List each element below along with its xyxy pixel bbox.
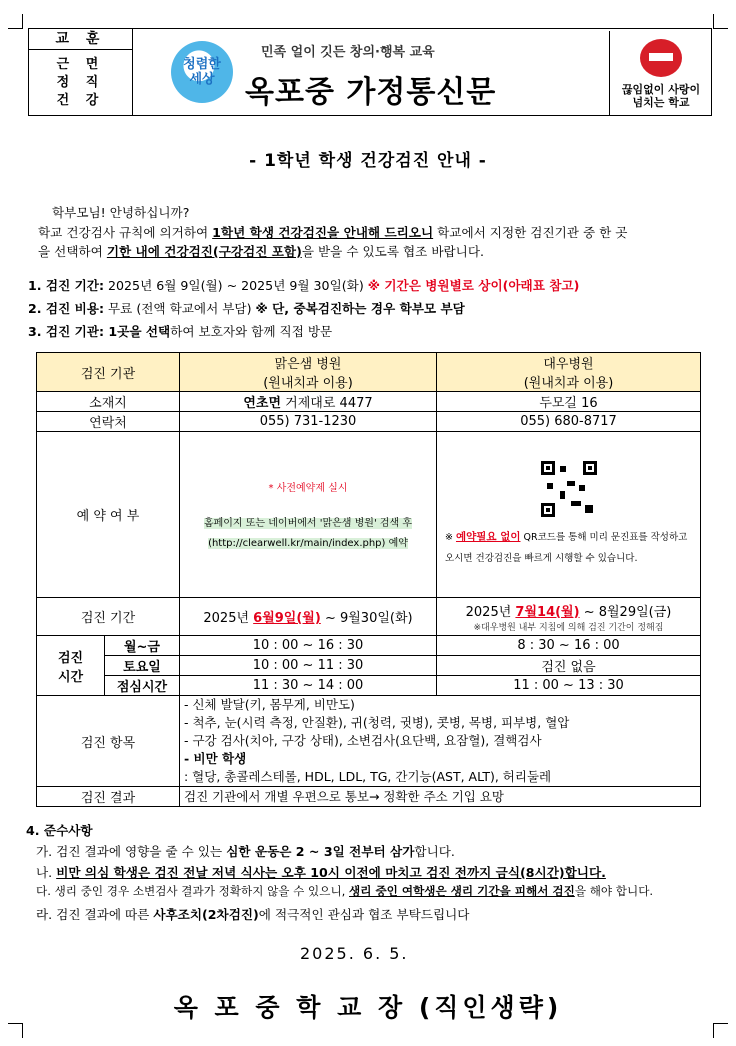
item-note: ※ 기간은 병원별로 상이(아래표 참고) <box>367 278 580 293</box>
school-slogan <box>610 83 712 109</box>
row-label: 검진 항목 <box>37 696 180 787</box>
letterhead <box>28 28 712 116</box>
item-value: 2025년 6월 9일(월) ~ 2025년 9월 30일(화) <box>104 278 368 293</box>
note-na <box>36 862 606 881</box>
period-note: ※대우병원 내부 지침에 의해 검진 기간이 정해짐 <box>473 622 664 633</box>
note-ga <box>36 841 455 860</box>
address-street: 거제대로 4477 <box>281 396 373 411</box>
period-start: 7월14(월) <box>515 604 580 620</box>
row-label: 검진 시간 <box>37 636 105 696</box>
note-text: 가. 검진 결과에 영향을 줄 수 있는 <box>36 844 227 859</box>
item-label: 1. 검진 기간: <box>28 278 105 293</box>
motto-word: 건 강 <box>56 93 105 108</box>
school-emblem-icon <box>640 39 682 77</box>
principal-signature: 옥 포 중 학 교 장 (직인생략) <box>173 993 563 1022</box>
item-period <box>28 275 579 294</box>
time-label: 점심시간 <box>105 676 180 696</box>
row-label: 검진 기간 <box>37 598 180 636</box>
note-emphasis: 생리 중인 여학생은 생리 기간을 피해서 검진 <box>349 884 575 898</box>
period-text: 2025년 <box>203 611 254 626</box>
row-label: 예 약 여 부 <box>37 432 180 598</box>
checkup-items <box>180 696 701 787</box>
hospital-2-lunch-hours: 11 : 00 ~ 13 : 30 <box>437 676 701 696</box>
item-value: 1곳을 선택 <box>104 324 171 339</box>
address-town: 연초면 <box>243 396 282 411</box>
reservation-url[interactable]: (http://clearwell.kr/main/index.php) 예약 <box>208 538 408 549</box>
corner-mark <box>8 1023 23 1038</box>
integrity-logo-text: 청렴한 세상 <box>183 57 221 87</box>
row-label: 검진 결과 <box>37 787 180 807</box>
school-logo-box <box>609 31 712 115</box>
intro-text: 학교에서 지정한 검진기관 중 한 곳 <box>433 225 628 240</box>
item-note: ※ 단, 중복검진하는 경우 학부모 부담 <box>255 301 465 316</box>
slogan-line: 끊임없이 사랑이 <box>621 83 701 96</box>
intro-emphasis: 기한 내에 건강검진(구강검진 포함) <box>106 244 302 259</box>
greeting: 학부모님! 안녕하십니까? <box>52 205 190 220</box>
item-institution <box>28 321 332 340</box>
hospital-2-sub: (원내치과 이용) <box>523 376 614 391</box>
school-motto-box <box>29 29 133 115</box>
note-text: 라. 검진 결과에 따른 <box>36 907 154 922</box>
checkup-item: : 혈당, 총콜레스테롤, HDL, LDL, TG, 간기능(AST, ALT), 허리둘레 <box>184 769 552 784</box>
row-label: 소재지 <box>37 392 180 412</box>
time-label: 월~금 <box>105 636 180 656</box>
intro-emphasis: 1학년 학생 건강검진을 안내해 드리오니 <box>212 225 434 240</box>
hospital-2-address: 두모길 16 <box>437 392 701 412</box>
note-emphasis: 비만 의심 학생은 검진 전날 저녁 식사는 오후 10시 이전에 마치고 검진 전까지 금식(8시간)합니다. <box>56 865 606 880</box>
no-reservation-needed: 예약필요 없이 <box>455 530 521 543</box>
row-label: 연락처 <box>37 412 180 432</box>
newsletter-subtitle: 민족 얼이 깃든 창의·행복 교육 <box>261 45 435 60</box>
period-text: ~ 9월30일(화) <box>320 611 413 626</box>
hospital-1-sub: (원내치과 이용) <box>263 376 353 391</box>
period-text: 2025년 <box>465 604 516 620</box>
hospital-2-name: 대우병원 <box>543 357 594 372</box>
checkup-table <box>36 352 701 807</box>
integrity-logo <box>171 41 233 103</box>
hospital-1-weekday-hours: 10 : 00 ~ 16 : 30 <box>180 636 437 656</box>
reservation-required-note: * 사전예약제 실시 <box>268 483 348 494</box>
hospital-1-period <box>180 598 437 636</box>
intro-line-1 <box>38 222 627 241</box>
note-emphasis: 심한 운동은 2 ~ 3일 전부터 삼가 <box>226 844 415 859</box>
corner-mark <box>713 14 728 29</box>
note-text: 을 해야 합니다. <box>574 884 654 898</box>
checkup-result-delivery: 검진 기관에서 개별 우편으로 통보→ 정확한 주소 기입 요망 <box>180 787 701 807</box>
qr-code-icon[interactable] <box>541 461 597 517</box>
hospital-1-phone: 055) 731-1230 <box>180 412 437 432</box>
table-header-cell: 검진 기관 <box>37 353 180 392</box>
hospital-2-weekday-hours: 8 : 30 ~ 16 : 00 <box>437 636 701 656</box>
qr-instruction <box>437 521 700 569</box>
note-ra <box>36 904 469 923</box>
note-text: 나. <box>36 865 57 880</box>
checkup-item: - 척추, 눈(시력 측정, 안질환), 귀(청력, 귓병), 콧병, 목병, 피부병, 혈압 <box>184 715 570 730</box>
document-heading: - 1학년 학생 건강검진 안내 - <box>249 151 487 171</box>
motto-word: 근 면 <box>56 57 105 72</box>
period-start: 6월9일(월) <box>253 611 321 626</box>
hospital-2-phone: 055) 680-8717 <box>437 412 701 432</box>
period-text: ~ 8월29일(금) <box>579 604 672 620</box>
motto-words <box>29 50 132 110</box>
hospital-2-reservation <box>437 432 701 598</box>
item-value: 하여 보호자와 함께 직접 방문 <box>170 324 333 339</box>
intro-text: 을 선택하여 <box>38 244 107 259</box>
corner-mark <box>713 1023 728 1038</box>
checkup-item: - 구강 검사(치아, 구강 상태), 소변검사(요단백, 요잠혈), 결핵검사 <box>184 733 542 748</box>
reservation-instruction: 홈페이지 또는 네이버에서 '맑은샘 병원' 검색 후 <box>203 518 413 529</box>
note-text: 에 적극적인 관심과 협조 부탁드립니다 <box>258 907 470 922</box>
hospital-1-saturday-hours: 10 : 00 ~ 11 : 30 <box>180 656 437 676</box>
note-text: 다. 생리 중인 경우 소변검사 결과가 정확하지 않을 수 있으니, <box>36 884 350 898</box>
checkup-item: - 비만 학생 <box>184 751 247 766</box>
corner-mark <box>8 14 23 29</box>
intro-text: 을 받을 수 있도록 협조 바랍니다. <box>301 244 484 259</box>
note-da <box>36 883 653 899</box>
hospital-1-address <box>180 392 437 412</box>
hospital-1-name: 맑은샘 병원 <box>274 357 342 372</box>
checkup-item: - 신체 발달(키, 몸무게, 비만도) <box>184 697 355 712</box>
time-label: 토요일 <box>105 656 180 676</box>
motto-word: 정 직 <box>56 75 105 90</box>
item-cost <box>28 298 465 317</box>
note-emphasis: 사후조치(2차검진) <box>153 907 259 922</box>
hospital-1-header <box>180 353 437 392</box>
hospital-1-reservation <box>180 432 437 598</box>
item-label: 2. 검진 비용: <box>28 301 105 316</box>
note-mark: ※ <box>445 531 456 543</box>
item-label: 3. 검진 기관: <box>28 324 105 339</box>
item-value: 무료 (전액 학교에서 부담) <box>104 301 256 316</box>
note-text: 합니다. <box>414 844 455 859</box>
notes-title: 4. 준수사항 <box>26 823 93 838</box>
motto-title: 교 훈 <box>29 29 132 50</box>
qr-instruction-text: QR코드를 통해 미리 문진표를 작성하고 오시면 건강검진을 빠르게 시행할 수 있습니다. <box>445 531 688 564</box>
newsletter-title: 옥포중 가정통신문 <box>245 75 497 110</box>
intro-text: 학교 건강검사 규칙에 의거하여 <box>38 225 213 240</box>
slogan-line: 넘치는 학교 <box>632 96 690 109</box>
hospital-2-period <box>437 598 701 636</box>
hospital-1-lunch-hours: 11 : 30 ~ 14 : 00 <box>180 676 437 696</box>
issue-date: 2025. 6. 5. <box>300 944 409 963</box>
hospital-2-saturday-hours: 검진 없음 <box>437 656 701 676</box>
hospital-2-header <box>437 353 701 392</box>
intro-line-2 <box>38 241 484 260</box>
